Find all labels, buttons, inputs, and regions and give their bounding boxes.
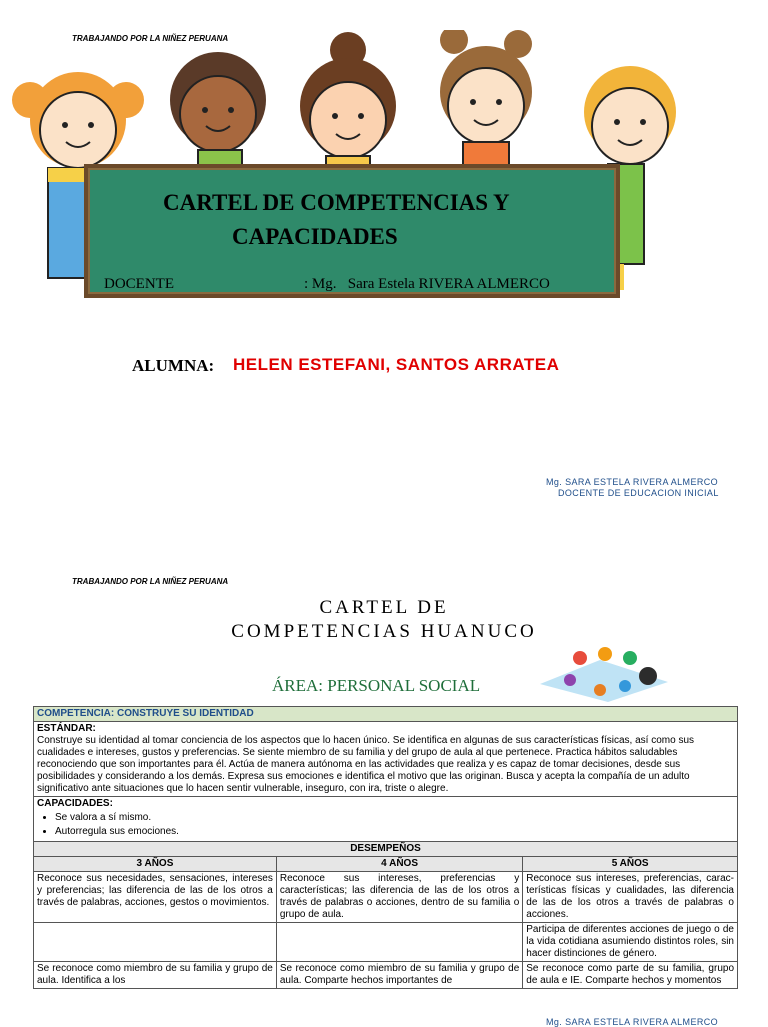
capacidad-item: • Se valora a sí mismo. bbox=[55, 812, 734, 824]
desempeno-4-row1: Reconoce sus intereses, preferencias y características; las diferencia de las de los otros a través de palabras o acciones, dentro de su familia o grupo de aula. bbox=[276, 872, 522, 923]
page1-title-line1: CARTEL DE COMPETENCIAS Y bbox=[163, 190, 510, 215]
signature-role: DOCENTE DE EDUCACION INICIAL bbox=[558, 488, 719, 498]
page1-header: TRABAJANDO POR LA NIÑEZ PERUANA bbox=[72, 34, 229, 43]
page2-header: TRABAJANDO POR LA NIÑEZ PERUANA bbox=[72, 577, 229, 586]
desempenos-header: DESEMPEÑOS bbox=[34, 842, 738, 857]
desempeno-5-row2: Participa de diferentes acciones de juego o de la vida cotidiana asumiendo distintos roles, sin hacer distinciones de género. bbox=[523, 923, 738, 962]
age-header-3: 3 AÑOS bbox=[34, 857, 277, 872]
estandar-cell bbox=[34, 722, 738, 797]
age-header-5: 5 AÑOS bbox=[523, 857, 738, 872]
desempeno-3-row1: Reconoce sus necesidades, sensaciones, intereses y preferencias; las diferencia de las de los otros a través de palabras, acciones, gestos o movimientos. bbox=[34, 872, 277, 923]
signature-name: Mg. SARA ESTELA RIVERA ALMERCO bbox=[546, 477, 719, 487]
docente-label: DOCENTE bbox=[104, 276, 174, 292]
alumna-name: HELEN ESTEFANI, SANTOS ARRATEA bbox=[233, 355, 560, 374]
desempeno-4-row2 bbox=[276, 923, 522, 962]
capacidad-item: • Autorregula sus emociones. bbox=[55, 826, 734, 838]
child-4-figure bbox=[440, 30, 532, 170]
capacidades-label: CAPACIDADES: bbox=[37, 798, 113, 809]
competencias-table bbox=[33, 706, 738, 989]
desempeno-3-row2 bbox=[34, 923, 277, 962]
child-2-figure bbox=[170, 52, 266, 170]
desempeno-4-row3: Se reconoce como miembro de su familia y grupo de aula. Comparte hechos importantes de bbox=[276, 962, 522, 989]
desempeno-5-row1: Reconoce sus intereses, preferencias, carac-terísticas físicas y cualidades, las diferencia de las de los otros a través de palabras o acciones. bbox=[523, 872, 738, 923]
page1-title-line2: CAPACIDADES bbox=[232, 224, 398, 249]
estandar-text: Construye su identidad al tomar conciencia de los aspectos que lo hacen único. Se identifica en algunas de sus características físicas, así como sus cualidades e intereses, gustos y preferencias. Se siente miembro de su familia y del grupo de aula al que pertenece. Practica hábitos saludables reconociendo que son importantes para él. Actúa de manera autónoma en las actividades que realiza y es capaz de tomar decisiones, desde sus posibilidades y considerando a los demás. Expresa sus emociones e identifica el motivo que las originan. Busca y acepta la compañía de un adulto significativo ante situaciones que lo hacen sentir vulnerable, inseguro, con ira, triste o alegre. bbox=[37, 735, 695, 794]
desempeno-5-row3: Se reconoce como parte de su familia, grupo de aula e IE. Comparte hechos y momentos bbox=[523, 962, 738, 989]
page2-title-line1: CARTEL DE bbox=[319, 597, 449, 618]
competencia-cell: COMPETENCIA: CONSTRUYE SU IDENTIDAD bbox=[34, 707, 738, 722]
area-title: ÁREA: PERSONAL SOCIAL bbox=[272, 676, 481, 695]
page2-title-line2: COMPETENCIAS HUANUCO bbox=[231, 621, 537, 642]
capacidades-cell bbox=[34, 797, 738, 842]
alumna-label: ALUMNA: bbox=[132, 356, 215, 375]
docente-value: : Mg. Sara Estela RIVERA ALMERCO bbox=[304, 276, 550, 292]
footer-signature: Mg. SARA ESTELA RIVERA ALMERCO bbox=[546, 1017, 719, 1027]
desempeno-3-row3: Se reconoce como miembro de su familia y grupo de aula. Identifica a los bbox=[34, 962, 277, 989]
estandar-label: ESTÁNDAR: bbox=[37, 723, 96, 734]
age-header-4: 4 AÑOS bbox=[276, 857, 522, 872]
child-3-figure bbox=[300, 32, 396, 170]
children-playing-illustration bbox=[530, 640, 674, 704]
